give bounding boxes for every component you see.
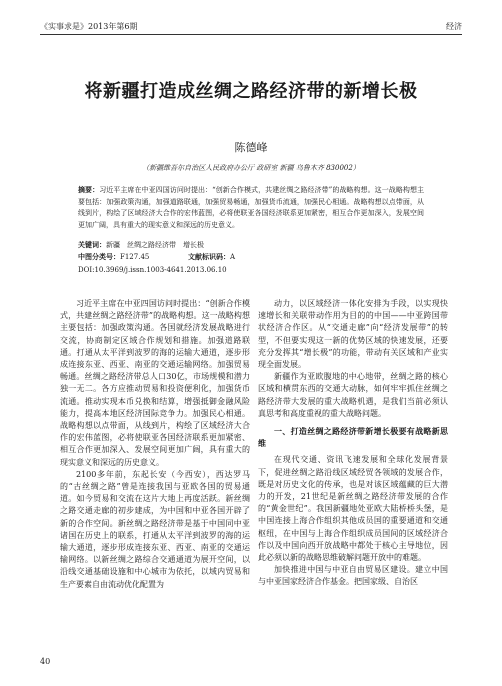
classification	[78, 252, 424, 263]
document-code-label: 文献标识码：	[188, 253, 230, 261]
section-label: 经济	[446, 22, 462, 31]
author-name: 陈德峰	[234, 141, 268, 154]
body-paragraph: 习近平主席在中亚四国访问时提出：“创新合作模式，共建丝绸之路经济带”的战略构想。这一战略构想主要包括：加强政策沟通。各国就经济发展战略进行交流，协商制定区域合作规划和措施。加强道路联通。打通从太平洋到波罗的海的运输大通道，逐步形成连接东亚、西亚、南亚的交通运输网络。加强贸易畅通。丝绸之路经济带总人口30亿，市场规模和潜力独一无二。各方应推动贸易和投资便利化，加强货币流通。推动实现本币兑换和结算，增强抵御金融风险能力，提高本地区经济国际竞争力。加强民心相通。战略构想以点带面，从线到片，构绘了区域经济大合作的宏伟蓝图，必将使联亚各国经济联系更加紧密、相互合作更加深入、发展空间更加广阔，具有重大的现实意义和深远的历史意义。	[60, 299, 250, 467]
document-code	[188, 252, 235, 263]
left-column	[60, 298, 250, 591]
section-heading: 一、打造丝绸之路经济带新增长极要有战略新思维	[258, 427, 448, 449]
body-paragraph: 加快推进中国与中亚自由贸易区建设。建立中国与中亚国家经济合作基金。把国家级、自治区	[258, 565, 448, 587]
keywords-label: 关键词：	[78, 241, 106, 249]
right-column	[258, 298, 448, 589]
body-paragraph: 在现代交通、资讯飞速发展和全球化发展背景下，促进丝绸之路沿线区域经贸各领域的发展合作，既是对历史文化的传承，也是对该区域蕴藏的巨大潜力的开发，21世纪是新丝绸之路经济带发展的合作的“黄金世纪”。我国新疆地处亚欧大陆桥桥头堡，是中国连接上海合作组织其他成员国的重要通道和交通枢纽，在中国与上海合作组织成员国间的区域经济合作以及中国向西开放战略中都处于核心主导地位，因此必须以新的战略思维破解问题开放中的难题。	[258, 455, 448, 563]
author-affiliation: （新疆维吾尔自治区人民政府办公厅 政研室 新疆 乌鲁木齐 830002）	[142, 164, 360, 172]
document-code-value: A	[230, 253, 236, 261]
body-paragraph: 2100多年前，东起长安（今西安），西达罗马的“古丝绸之路”曾是连接我国与亚欧各国的贸易通道。如今贸易和交流在这片大地上再度活跃。新丝绸之路交通走廊的初步建成，为中国和中亚各国开辟了新的合作空间。新丝绸之路经济带是基于中国同中亚诸国在历史上的联系，打通从太平洋到波罗的海的运输大通道，逐步形成连接东亚、西亚、南亚的交通运输网络。以新丝绸之路综合交通通道为展开空间，以沿线交通基础设施和中心城市为依托，以域内贸易和生产要素自由流动优化配置为	[60, 469, 250, 589]
classification-value: F127.45	[120, 253, 150, 261]
abstract-text: 习近平主席在中亚四国访问时提出：“创新合作模式，共建丝绸之路经济带”的战略构想。这一战略构想主要包括：加强政策沟通，加强道路联通，加强贸易畅通，加强货币流通，加强民心相通。战略构想以点带面，从线到片，构绘了区域经济大合作的宏伟蓝图，必将使联亚各国经济联系更加紧密，相互合作更加深入，发展空间更加广阔，具有重大的现实意义和深远的历史意义。	[78, 186, 425, 229]
page-number: 40	[40, 657, 51, 666]
body-paragraph: 新疆作为亚欧腹地的中心地带，丝绸之路的核心区域和横贯东西的交通大动脉，如何牢牢抓住丝绸之路经济带大发展的重大战略机遇，是我们当前必须认真思考和高度重视的重大战略问题。	[258, 372, 448, 418]
journal-issue: 《实事求是》2013年第6期	[40, 22, 138, 31]
body-paragraph: 动力，以区域经济一体化安排为手段，以实现快速增长和关联带动作用为目的的中国——中亚跨国带状经济合作区。从“交通走廊”向“经济发展带”的转型，不但要实现这一新的优势区域的快速发展，还要充分发挥其“增长极”的功能，带动有关区域和产业实现全面发展。	[258, 299, 448, 370]
abstract-label: 摘要：	[78, 186, 100, 194]
abstract	[78, 185, 424, 231]
keywords-text: 新疆 丝绸之路经济带 增长极	[106, 241, 204, 249]
running-head	[40, 20, 462, 35]
classification-label: 中图分类号：	[78, 253, 120, 261]
keywords	[78, 240, 424, 251]
article-title: 将新疆打造成丝绸之路经济带的新增长极	[84, 81, 418, 102]
doi: DOI:10.3969/j.issn.1003-4641.2013.06.10	[78, 266, 227, 274]
